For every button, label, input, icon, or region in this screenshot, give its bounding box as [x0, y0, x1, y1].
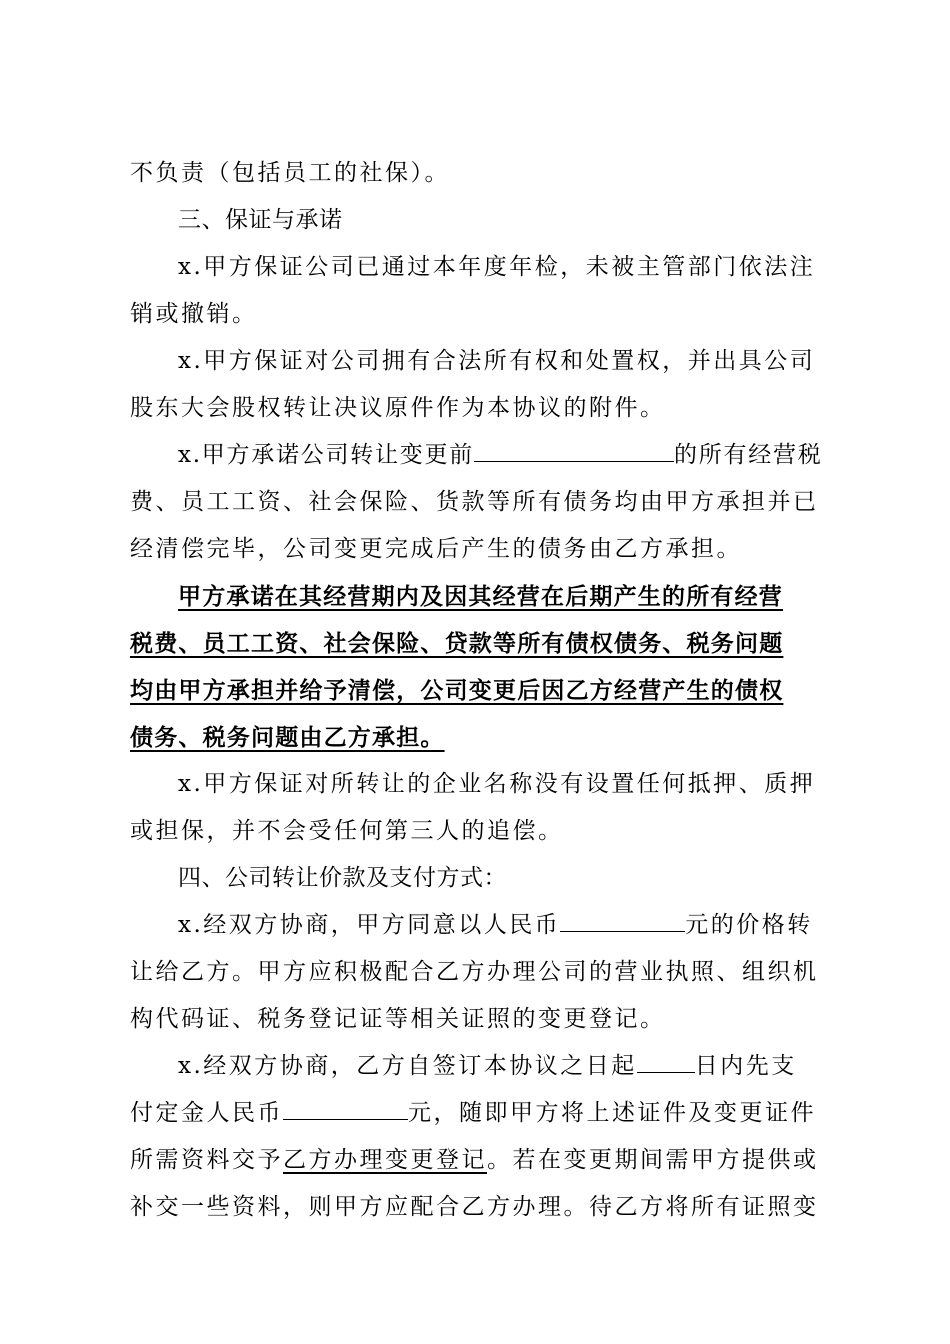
paragraph-line [130, 150, 822, 197]
text-run: 构代码证、税务登记证等相关证照的变更登记。 [130, 1006, 666, 1032]
text-run: 经清偿完毕，公司变更完成后产生的债务由乙方承担。 [130, 536, 742, 562]
text-run: 日内先支 [694, 1053, 797, 1079]
text-run: 让给乙方。甲方应积极配合乙方办理公司的营业执照、组织机 [130, 959, 819, 985]
document-body [130, 150, 822, 1231]
fill-in-blank[interactable] [283, 1093, 408, 1120]
fill-in-blank[interactable] [560, 905, 685, 932]
text-run: x.甲方保证对所转让的企业名称没有设置任何抵押、质押 [178, 771, 816, 797]
text-run: x.甲方保证对公司拥有合法所有权和处置权，并出具公司 [178, 348, 816, 374]
text-run: x.甲方保证公司已通过本年度年检，未被主管部门依法注 [178, 254, 816, 280]
section-heading [130, 855, 822, 902]
emphasized-line [130, 714, 822, 761]
paragraph-line [130, 338, 822, 385]
paragraph-line [130, 432, 822, 479]
paragraph-line [130, 1090, 822, 1137]
underlined-bold-text: 甲方承诺在其经营期内及因其经营在后期产生的所有经营 [178, 583, 783, 610]
text-run: 销或撤销。 [130, 301, 258, 327]
text-run: 付定金人民币 [130, 1100, 283, 1126]
underlined-bold-text: 债务、税务问题由乙方承担。 [130, 724, 445, 751]
paragraph-line [130, 808, 822, 855]
emphasized-line [130, 620, 822, 667]
text-run: 的所有经营税 [674, 442, 823, 468]
text-run: x.经双方协商，乙方自签订本协议之日起 [178, 1053, 637, 1079]
paragraph-line [130, 244, 822, 291]
fill-in-blank[interactable] [474, 435, 674, 462]
paragraph-line [130, 526, 822, 573]
text-run: x.甲方承诺公司转让变更前 [178, 442, 475, 468]
emphasized-line [130, 573, 822, 620]
text-run: 元的价格转 [685, 912, 813, 938]
underlined-bold-text: 税费、员工工资、社会保险、贷款等所有债权债务、税务问题 [130, 630, 784, 657]
paragraph-line [130, 291, 822, 338]
text-run: x.经双方协商，甲方同意以人民币 [178, 912, 561, 938]
text-run: 补交一些资料，则甲方应配合乙方办理。待乙方将所有证照变 [130, 1194, 819, 1220]
underlined-text: 乙方办理变更登记 [283, 1147, 487, 1173]
paragraph-line [130, 1137, 822, 1184]
text-run: 所需资料交予 [130, 1147, 283, 1173]
text-run: 或担保，并不会受任何第三人的追偿。 [130, 818, 564, 844]
paragraph-line [130, 761, 822, 808]
text-run: 元，随即甲方将上述证件及变更证件 [408, 1100, 816, 1126]
paragraph-line [130, 949, 822, 996]
text-run: 四、公司转让价款及支付方式： [178, 865, 507, 891]
section-heading [130, 197, 822, 244]
text-run: 费、员工工资、社会保险、货款等所有债务均由甲方承担并已 [130, 489, 819, 515]
paragraph-line [130, 996, 822, 1043]
fill-in-blank[interactable] [637, 1046, 695, 1073]
paragraph-line [130, 1043, 822, 1090]
text-run: 。若在变更期间需甲方提供或 [487, 1147, 819, 1173]
paragraph-line [130, 385, 822, 432]
text-run: 三、保证与承诺 [178, 207, 343, 233]
emphasized-line [130, 667, 822, 714]
underlined-bold-text: 均由甲方承担并给予清偿，公司变更后因乙方经营产生的债权 [130, 677, 784, 704]
paragraph-line [130, 902, 822, 949]
paragraph-line [130, 1184, 822, 1231]
text-run: 股东大会股权转让决议原件作为本协议的附件。 [130, 395, 666, 421]
paragraph-line [130, 479, 822, 526]
text-run: 不负责（包括员工的社保）。 [130, 160, 450, 186]
